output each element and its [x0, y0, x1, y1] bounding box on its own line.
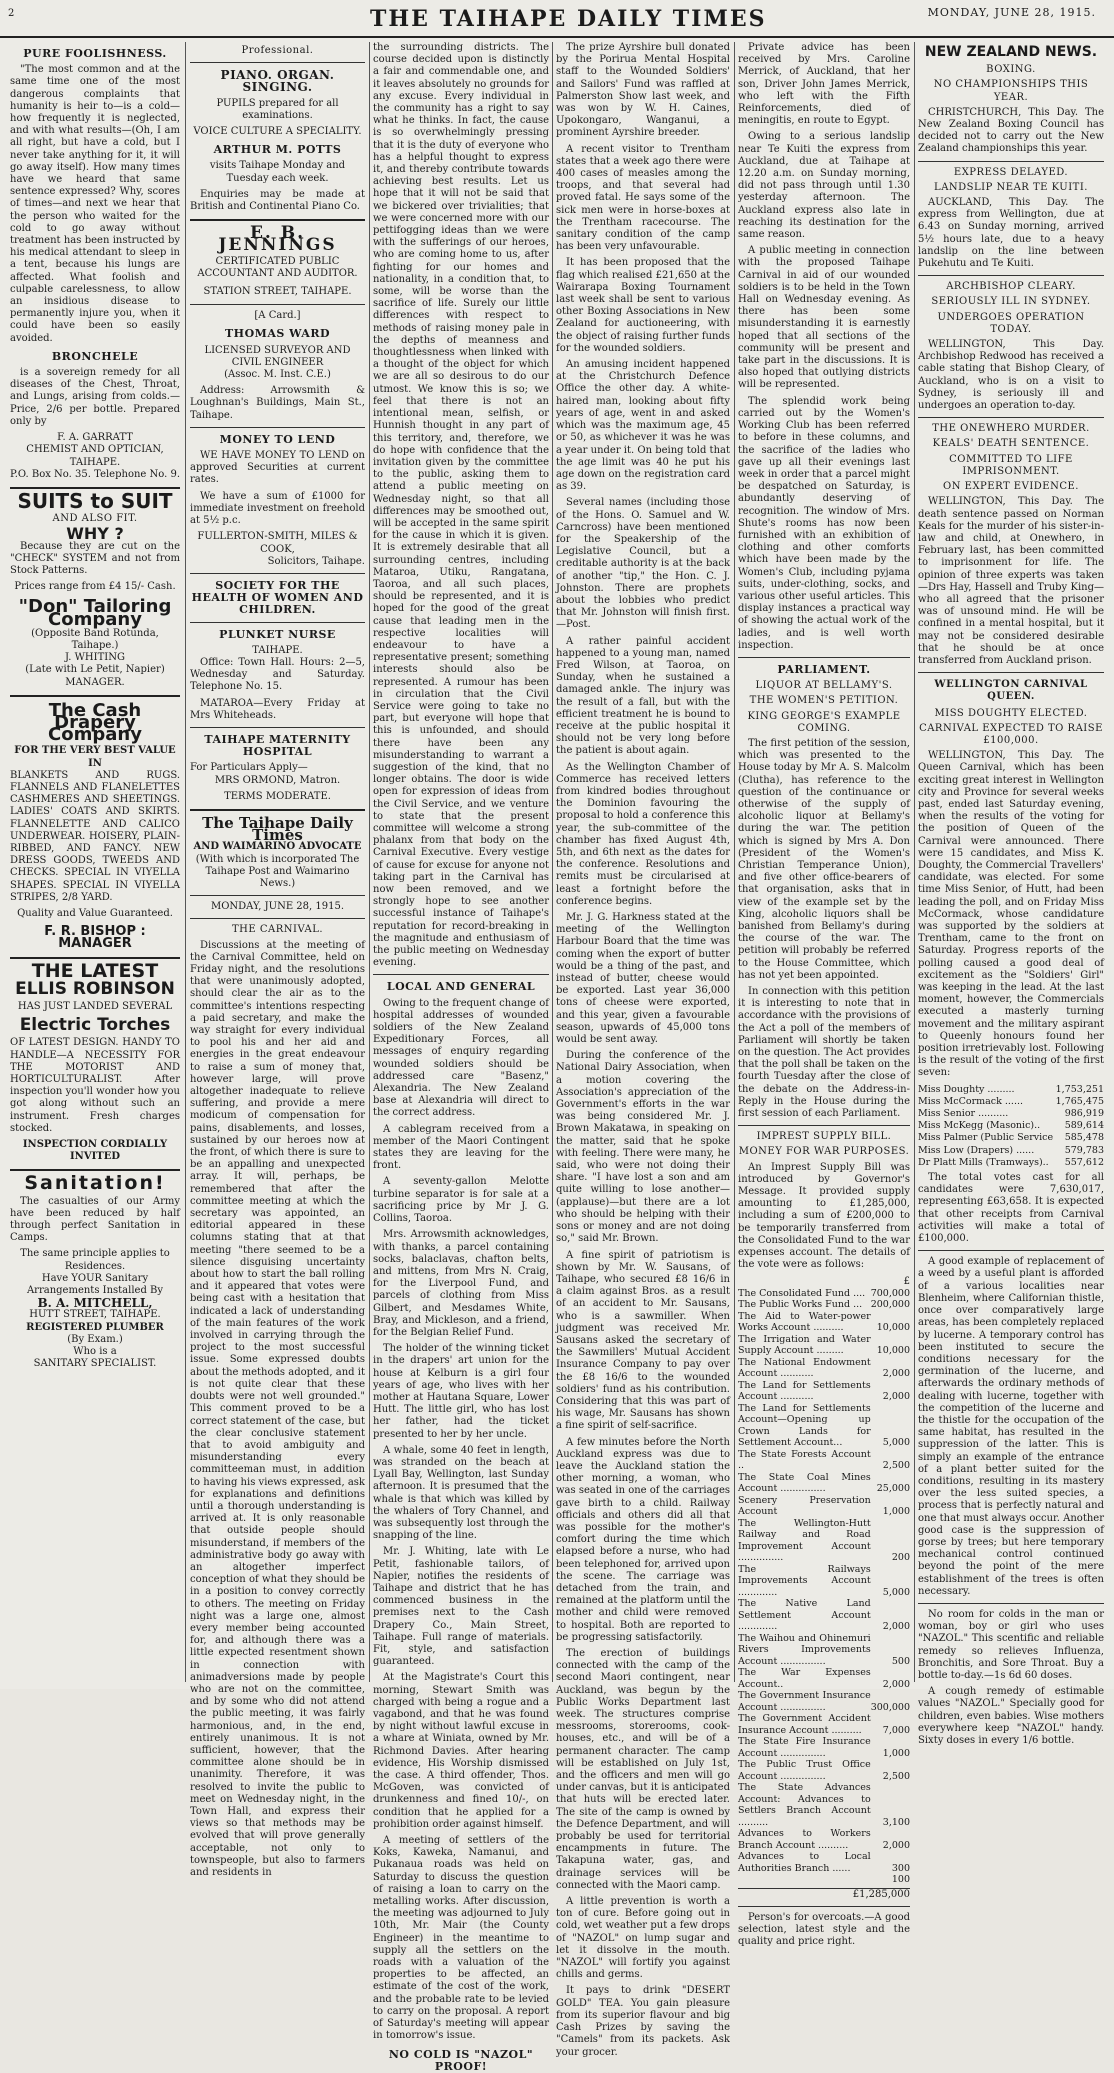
vote-item-name: The Aid to Water-power Works Account .......... — [738, 1310, 871, 1334]
vote-item-name: The Waihou and Ohinemuri Rivers Improvements Account ............... — [738, 1632, 871, 1667]
landslip-heading: LANDSLIP NEAR TE KUITI. — [934, 181, 1088, 193]
column-rule — [914, 42, 915, 1682]
vote-row — [738, 1311, 910, 1334]
desert-gold-ad: It pays to drink "DESERT GOLD" TEA. You gain pleasure from its superior flavour and big Cash Prizes by saving the "Camels" from its packets. Ask your grocer. — [556, 1985, 730, 2058]
vote-item-name: The State Advances Account: Advances to Settlers Branch Account .......... — [738, 1782, 871, 1828]
garratt-name: F. A. GARRATT — [57, 432, 133, 444]
torches-text: OF LATEST DESIGN. HANDY TO HANDLE—A NECESSITY FOR THE MOTORIST AND HORTICULTURALIST. After inspection you'll wonder how you got along without such an instrument. Fresh charges stocked. — [10, 1037, 180, 1134]
vote-row — [738, 1851, 910, 1874]
poll-table — [918, 1084, 1104, 1169]
money-to-lend: MONEY TO LEND — [219, 432, 336, 446]
vote-item-value: 25,000 — [876, 1483, 910, 1495]
vote-item-value: 2,000 — [882, 1368, 910, 1380]
vote-item-value: 2,500 — [882, 1770, 910, 1782]
news-item: A fine spirit of patriotism is shown by Mr. W. Sausans, of Taihape, who secured £8 16/6 in a claim against Bros. as a result of an accident to Mr. Sausans, who is a sawmiller. When judgment was received Mr. Sausans asked the secretary of the Sawmillers' Mutual Accident Insurance Company to pay over the £8 16/6 to the wounded soldiers' fund as his contribution. Considering that this was part of his wage, Mr. Sausans has shown a fine spirit of self-sacrifice. — [556, 1249, 730, 1432]
and-fit: AND ALSO FIT. — [52, 513, 138, 525]
electric-torches: Electric Torches — [19, 1015, 171, 1036]
king-heading: KING GEORGE'S EXAMPLE COMING. — [747, 710, 901, 734]
poll-votes: 579,783 — [1064, 1144, 1104, 1156]
vote-row — [738, 1334, 910, 1357]
vote-item-value: 3,100 — [882, 1816, 910, 1828]
cash-best-value: FOR THE VERY BEST VALUE IN — [14, 745, 176, 769]
news-item: Mr. J. G. Harkness stated at the meeting of the Wellington Harbour Board that the time was coming when the export of butter would be a thing of the past, and instead of butter, cheese would be exported. Last year 36,000 tons of cheese were exported, and this year, given a favourable season, upwards of 45,000 tons would be sent away. — [556, 912, 730, 1046]
weed-text: A good example of replacement of a weed by a useful plant is afforded of a various localities near Blenheim, where Californian thistle, once over comparatively large areas, has been completely replaced by lucerne. A temporary control has been instituted to secure the conditions necessary for the germination of the lucerne, and afterwards the ordinary methods of dealing with lucerne, together with the competition of the lucerne and the thistle for the occupation of the same habitat, has resulted in the suppression of the latter. This is simply an example of the entrance of a plant better suited for the conditions, resulting in its mastery over the less suited species, a process that is perfectly natural and one that must always occur. Another good case is the suppression of gorse by trees; but here temporary mechanical control continued beyond the point of the mere establishment of the trees is often necessary. — [918, 1256, 1104, 1597]
carnival-queen-heading: WELLINGTON CARNIVAL QUEEN. — [934, 679, 1088, 703]
vote-row — [738, 1633, 910, 1668]
poll-candidate: Miss McCormack ...... — [918, 1095, 1024, 1107]
column-rule — [734, 42, 735, 1682]
poll-candidate: Dr Platt Mills (Tramways).. — [918, 1156, 1049, 1168]
registered-plumber: REGISTERED PLUMBER — [26, 1321, 164, 1333]
pupils-line: PUPILS prepared for all examinations. — [216, 97, 339, 121]
carnival-continued: the surrounding districts. The course decided upon is distinctly a fair and commendable one, and it leaves absolutely no grounds for any excuse. Every individual in the community has a right to say what he thinks. In fact, the cause is so overwhelmingly pressing that it is the duty of everyone who has a helpful thought to express it, and thereby contribute towards achieving best results. Let us hope that it will not be said that we bickered over trivialities; that we were concerned more with our pettifogging ideas than we were with the sufferings of our heroes, who are coming home to us, after fighting for our homes and nationality, in a condition that, to some, will be worse than the sacrifice of life. Surely our little differences with respect to methods of raising money pale in the depths of meanness and thoughtlessness when linked with a thought of the object for which we are all so desirous to do our utmost. We know this is so; we feel that there is not an intentional mean, selfish, or Hunnish thought in any part of this territory, and, therefore, we do hope with confidence that the invitation given by the committee to the public, asking them to attend a public meeting on Wednesday night, so that all differences may be smoothed out, will be accepted in the same spirit for the cause in which it is given. It is extremely desirable that all surrounding centres, including Mataroa, Utiku, Rangatana, Taoroa, and all such places, should be represented, and it is hoped for the good of the great cause that leading men in the respective localities will endeavour to have a representative present; something interests should also be represented. A rumour has been in circulation that the Civil Service were going to take no part, but everyone will hope that this is unfounded, and should there have been any misunderstanding to warrant a suggestion of the kind, that no longer obtains. The door is wide open for expression of ideas from the Civil Service, and we venture to state that the present committee will welcome a strong phalanx from that body on the Carnival Executive. Every vestige of cause for excuse for anyone not taking part in the Carnival has now been removed, and we strongly hope to see another successful instance of Taihape's reputation for record-breaking in the magnitude and enthusiasm of the public meeting on Wednesday evening. — [373, 42, 549, 969]
vote-row — [738, 1713, 910, 1736]
poll-candidate: Miss Senior .......... — [918, 1108, 1009, 1120]
poll-row — [918, 1084, 1104, 1096]
jennings-sub: CERTIFICATED PUBLIC ACCOUNTANT AND AUDITOR. — [197, 255, 358, 279]
news-item: The prize Ayrshire bull donated by the Porirua Mental Hospital staff to the Wounded Soldiers' and Sailors' Fund was raffled at Palmerston Show last week, and was won by W. H. Caines, Upokongaro, Wanganui, a prominent Ayrshire breeder. — [556, 42, 730, 139]
vote-item-name: Advances to Local Authorities Branch ...... — [738, 1851, 871, 1874]
liquor-text-2: In connection with this petition it is interesting to note that in accordance with the provisions of the Act a poll of the members of Parliament will shortly be taken on the question. The Act provides that the poll shall be taken on the fourth Tuesday after the close of the debate on the Address-in-Reply in the House during the first session of each Parliament. — [738, 986, 910, 1120]
queen-text: WELLINGTON, This Day. The Queen Carnival, which has been exciting great interest in Wellington city and Province for several weeks past, ended last Saturday evening, when the results of the voting for the position of Queen of the Carnival were announced. There were 15 candidates, and Miss K. Doughty, the Commercial Travellers' candidate, was elected. For some time Miss Senior, of Hutt, had been leading the poll, and on Friday Miss McCormack, whose candidature was supported by the soldiers at Trentham, came to the front on Saturday. Progress reports of the polling caused a good deal of excitement as the "Soldiers' Girl" was keeping in the lead. At the last moment, however, the Commercials executed a masterly turning movement and the military aspirant to Queenly honours found her position irretrievably lost. Following is the result of the voting of the first seven: — [918, 750, 1105, 1079]
vote-row — [738, 1874, 910, 1886]
poll-row — [918, 1145, 1104, 1157]
newspaper-title: THE TAIHAPE DAILY TIMES — [370, 6, 767, 32]
vote-item-value: 2,000 — [882, 1678, 910, 1690]
currency-symbol: £ — [903, 1275, 910, 1287]
news-item: During the conference of the National Dairy Association, when a motion covering the Association's appreciation of the Government's efforts in the war was being considered Mr. J. Brown Makatawa, in speaking on the matter, said that he spoke with feeling. There were many, he said, who were not doing their share. "I have lost a son and am quite willing to lose another—(applause)—but there are a lot who should be helping with their sons or money and are not doing so," said Mr. Brown. — [556, 1050, 730, 1245]
nazol-room-ad: No room for colds in the man or woman, boy or girl who uses "NAZOL." This scentific and reliable remedy so relieves Influenza, Bronchitis, and Sore Throat. Buy a bottle to-day.—1s 6d 60 doses. — [918, 1608, 1104, 1681]
local-item: A cablegram received from a member of the Maori Contingent states they are leaving for the front. — [373, 1123, 549, 1172]
poll-candidate: Miss McKegg (Masonic).. — [918, 1120, 1041, 1132]
vote-row — [738, 1667, 910, 1690]
liquor-text: The first petition of the session, which was presented to the House today by Mr A. S. Malcolm (Clutha), has reference to the question of the continuance or otherwise of the supply of alcoholic liquor at Bellamy's during the war. The petition which is signed by Mrs A. Don (President of the Women's Christian Temperance Union), and five other office-bearers of that organisation, asks that in view of the example set by the King, alcoholic liquors shall be banished from Bellamy's during the course of the war. The petition will probably be referred to the House Committee, which has not yet been appointed. — [738, 737, 910, 981]
vote-item-value: 2,500 — [882, 1460, 910, 1472]
whiting-name: J. WHITING — [65, 652, 125, 664]
vote-item-name: Advances to Workers Branch Account .......... — [738, 1828, 871, 1851]
vote-item-name: The Land for Settlements Account—Opening up Crown Lands for Settlement Account... — [738, 1402, 871, 1449]
vote-table — [738, 1288, 910, 1886]
vote-item-value: 2,000 — [882, 1621, 910, 1633]
garratt-box: P.O. Box No. 35. — [10, 468, 91, 480]
bishop-manager: F. R. BISHOP : MANAGER — [44, 924, 146, 952]
vote-item-name: The Railways Improvements Account ............. — [738, 1563, 871, 1598]
vote-item-name: The National Endowment Account ........... — [738, 1356, 871, 1380]
vote-item-value: 10,000 — [876, 1322, 910, 1334]
poll-text: The total votes cast for all candidates were 7,630,017, representing £63,658. It is expected that other receipts from Carnival activities will make a total of £100,000. — [918, 1172, 1104, 1245]
vote-total: £1,285,000 — [738, 1888, 910, 1901]
vote-row — [738, 1759, 910, 1782]
vote-item-name: The Government Insurance Account ............... — [738, 1690, 871, 1713]
garratt-trade: CHEMIST AND OPTICIAN, TAIHAPE. — [26, 444, 164, 468]
no-championships: NO CHAMPIONSHIPS THIS YEAR. — [933, 79, 1089, 103]
sanitation-same: The same principle applies to Residences. — [20, 1248, 170, 1272]
express-heading: EXPRESS DELAYED. — [953, 166, 1069, 178]
poll-votes: 557,612 — [1064, 1156, 1104, 1168]
vote-item-value: 2,000 — [882, 1391, 910, 1403]
poll-row — [918, 1096, 1104, 1108]
imprest-heading: IMPREST SUPPLY BILL. — [756, 1131, 892, 1143]
news-item: Owing to a serious landslip near Te Kuiti the express from Auckland, due at Taihape at 12.20 a.m. on Sunday morning, did not pass through until 1.30 yesterday afternoon. The Auckland express also late in reaching its destination for the same reason. — [738, 131, 910, 241]
poll-row — [918, 1120, 1104, 1132]
garratt-tel: Telephone No. 9. — [94, 468, 180, 480]
solicitors: Solicitors, Taihape. — [267, 555, 365, 567]
expert-heading: ON EXPERT EVIDENCE. — [943, 481, 1079, 493]
column-rule — [185, 42, 186, 1682]
sanitation-have: Have YOUR Sanitary Arrangements Installed By — [26, 1272, 164, 1297]
bronchele-heading: BRONCHELE — [51, 349, 139, 363]
news-item: Several names (including those of the Hons. O. Samuel and W. Carncross) have been mentioned for the Speakership of the Legislative Council, but a creditable authority is at the back of another "tip," the Hon. C. J. Johnston. There are prophets about the lobbies who predict that Mr. Johnston will finish first.—Post. — [556, 497, 730, 631]
ad-pure-foolishness-title: PURE FOOLISHNESS. — [23, 47, 167, 60]
maternity-hospital: TAIHAPE MATERNITY HOSPITAL — [204, 732, 351, 759]
vote-item-name: The State Forests Account .. — [738, 1448, 871, 1472]
cash-items: BLANKETS AND RUGS. FLANNELS AND FLANELETTES CASHMERES AND SHEETINGS. LADIES' COATS AND SKIRTS. FLANNELETTE AND CALICO UNDERWEAR. HOISERY, PLAIN-RIBBED, AND FANCY. NEW DRESS GOODS, TWEEDS AND CHECKS. SPECIAL IN VIYELLA SHAPES. SPECIAL IN VIYELLA STRIPES, 2/8 YARD. — [10, 769, 180, 903]
nz-news-heading: NEW ZEALAND NEWS. — [924, 44, 1098, 60]
poll-row — [918, 1132, 1104, 1144]
vote-item-value: 7,000 — [882, 1724, 910, 1736]
don-tailoring: "Don" Tailoring Company — [18, 596, 172, 630]
cleary-heading: ARCHBISHOP CLEARY. — [946, 281, 1076, 293]
plunket-mataroa: MATAROA—Every Friday at Mrs Whiteheads. — [190, 697, 365, 721]
vote-item-name: The Government Accident Insurance Account .......... — [738, 1713, 871, 1736]
news-item: It has been proposed that the flag which realised £21,650 at the Wairarapa Boxing Tournament last week shall be sent to various other Boxing Associations in New Zealand for auctioneering, with the object of raising further funds for the wounded soldiers. — [556, 257, 730, 354]
news-item: The splendid work being carried out by the Women's Working Club has been referred to before in these columns, and the sacrifice of the ladies who gave up all their evenings last week in order that a parcel might be despatched on Saturday, is abundantly deserving of recognition. The window of Mrs. Shute's rooms has now been furnished with an exhibition of clothing and other comforts which have been made by the Women's Club, including pyjama suits, under-clothing, socks, and various other useful articles. This display instances a practical way of showing the actual work of the ladies, and is well worth inspection. — [738, 395, 910, 651]
vote-item-name: The Irrigation and Water Supply Account ......... — [738, 1333, 871, 1357]
ellis-robinson: ELLIS ROBINSON — [15, 978, 175, 999]
poll-candidate: Miss Palmer (Public Service — [918, 1132, 1054, 1144]
why-heading: WHY ? — [66, 524, 124, 544]
cash-quality: Quality and Value Guaranteed. — [17, 908, 173, 919]
jennings-address: STATION STREET, TAIHAPE. — [203, 286, 352, 298]
mitchell-address: HUTT STREET, TAIHAPE. — [29, 1309, 161, 1321]
vote-row — [738, 1736, 910, 1759]
local-item: A seventy-gallon Melotte turbine separator is for sale at a sacrificing price by Mr J. G. Collins, Taoroa. — [373, 1176, 549, 1225]
poll-votes: 986,919 — [1064, 1108, 1104, 1120]
poll-votes: 585,478 — [1064, 1132, 1104, 1144]
card-line: [A Card.] — [254, 310, 301, 322]
potts-name: ARTHUR M. POTTS — [213, 143, 342, 157]
money-war-heading: MONEY FOR WAR PURPOSES. — [738, 1146, 910, 1158]
vote-item-value: 300 — [891, 1862, 910, 1874]
column-rule — [369, 42, 370, 1682]
murder-heading: THE ONEWHERO MURDER. — [932, 423, 1090, 435]
ward-name: THOMAS WARD — [224, 327, 330, 341]
poll-votes: 1,753,251 — [1055, 1083, 1104, 1095]
vote-row — [738, 1380, 910, 1403]
cleary-operation: UNDERGOES OPERATION TODAY. — [937, 311, 1085, 335]
sanitation-text: The casualties of our Army have been reduced by half through perfect Sanitation in Camps. — [10, 1195, 180, 1244]
money-text: WE HAVE MONEY TO LEND on approved Securities at current rates. — [190, 450, 365, 486]
sanitation-heading: Sanitation! — [24, 1172, 166, 1195]
whiting-sub: (Late with Le Petit, Napier) MANAGER. — [25, 664, 165, 688]
ward-sub: LICENSED SURVEYOR AND CIVIL ENGINEER — [204, 344, 351, 368]
vote-row — [738, 1472, 910, 1495]
issue-date: MONDAY, JUNE 28, 1915. — [927, 6, 1096, 19]
local-general-heading: LOCAL AND GENERAL — [386, 980, 536, 994]
potts-text: visits Taihape Monday and Tuesday each week. — [209, 160, 346, 184]
overcoats-ad: Person's for overcoats.—A good selection, latest style and the quality and price right. — [738, 1911, 910, 1948]
column-5 — [738, 42, 910, 1948]
editorial-date: MONDAY, JUNE 28, 1915. — [210, 901, 345, 913]
cleary-text: WELLINGTON, This Day. Archbishop Redwood has received a cable stating that Bishop Cleary, of Auckland, who is on a visit to Sydney, is seriously ill and undergoes an operation to-day. — [918, 339, 1104, 412]
vote-row — [738, 1449, 910, 1472]
vote-row — [738, 1782, 910, 1828]
vote-item-name: The War Expenses Account.. — [738, 1667, 871, 1690]
boxing-heading: BOXING. — [986, 64, 1036, 76]
nazol-proof: NO COLD IS "NAZOL" PROOF! — [388, 2047, 534, 2073]
vote-row — [738, 1495, 910, 1518]
local-item: The holder of the winning ticket in the drapers' art union for the house at Kelburn is a girl four years of age, who lives with her mother at Hautana Square, Lower Hutt. The little girl, who has lost her father, had the ticket presented to her by her uncle. — [373, 1343, 549, 1440]
vote-item-name: The Native Land Settlement Account ............. — [738, 1598, 871, 1633]
carnival-text: Discussions at the meeting of the Carnival Committee, held on Friday night, and the resolutions that were unanimously adopted, should clear the air as to the committee's intentions respecting a paid secretary, and make the way straight for every individual to pool his and her aid and energies in the great endeavour to raise a sum of money that, however large, will prove altogether inadequate to relieve suffering, and provide a mere modicum of compensation for pains, disablements, and losses, sustained by our heroes now at the front, of which there is sure to be an appalling and unexpected array. It will, perhaps, be remembered that after the committee meeting at which the secretary was appointed, an editorial appeared in these columns stating that at that meeting "there seemed to be a silence disguising uncertainty about how to start the ball rolling and it appeared that votes were being cast with a hesitation that indicated a lack of understanding of the main features of the work involved in carrying through the project to the most successful issue. Some expressed doubts about the methods adopted, and it is not quite clear that these doubts were not well grounded." This comment proved to be a correct statement of the case, but the clear conclusive statement that to avoid ambiguity and misunderstanding every committeeman must, in addition to having his views expressed, ask for explanations and definitions until a thorough understanding is arrived at. It is only reasonable that outside people should misunderstand, if members of the administrative body go away with an altogether imperfect conception of what they should be in a position to convey correctly to others. The meeting on Friday night was a large one, almost every member being accounted for, and although there was a little expected resentment shown in connection with animadversions made by people who are not on the committee, and by some who did not attend the public meeting, it was fairly harmonious, and, in the end, entirely unanimous. It is not sufficient, however, that the committee alone should be in unanimity. Therefore, it was resolved to invite the public to meet on Wednesday night, in the Town Hall, and express their views so that methods may be evolved that will prove generally acceptable, not only to townspeople, but also to farmers and residents in — [190, 939, 365, 1879]
poll-row — [918, 1108, 1104, 1120]
vote-item-value: 5,000 — [882, 1586, 910, 1598]
sanitary-specialist: SANITARY SPECIALIST. — [33, 1358, 157, 1370]
plunket-town: TAIHAPE. — [252, 644, 303, 656]
committed-heading: COMMITTED TO LIFE IMPRISONMENT. — [949, 453, 1073, 477]
vote-row — [738, 1828, 910, 1851]
local-item: Mrs. Arrowsmith acknowledges, with thanks, a parcel containing socks, balaclavas, chafton belts, and mittens, from Mrs N. Craig, for the Liverpool Fund, and parcels of clothing from Miss Gilbert, and Mesdames White, Bray, and Mickleson, and a friend, for the Belgian Relief Fund. — [373, 1229, 549, 1338]
news-item: An amusing incident happened at the Christchurch Defence Office the other day. A white-haired man, looking about fifty years of age, went in and asked which was the maximum age, 45 or 50, as whichever it was he was a year under it. On being told that the age limit was 40 he put his age down on the registration card as 39. — [556, 359, 730, 493]
vote-item-name: The State Fire Insurance Account ............... — [738, 1736, 871, 1759]
page-number: 2 — [8, 8, 15, 19]
voice-culture: VOICE CULTURE A SPECIALITY. — [193, 126, 362, 138]
vote-row — [738, 1357, 910, 1380]
nazol-cough-ad: A cough remedy of estimable values "NAZOL." Specially good for children, even babies. Wise mothers everywhere keep "NAZOL" handy. Sixty doses in every 1/6 bottle. — [918, 1686, 1104, 1746]
vote-item-name: The Public Trust Office Account ............... — [738, 1759, 871, 1782]
vote-item-value: 700,000 — [870, 1287, 910, 1299]
don-address: (Opposite Band Rotunda, Taihape.) — [31, 627, 159, 651]
cash-drapery: The Cash Drapery Company — [48, 699, 142, 746]
vote-row — [738, 1403, 910, 1449]
column-rule — [552, 42, 553, 1682]
professional-heading: Professional. — [241, 45, 314, 56]
petition-heading: THE WOMEN'S PETITION. — [749, 695, 899, 707]
vote-row — [738, 1690, 910, 1713]
masthead — [0, 0, 1114, 38]
money-sum: We have a sum of £1000 for immediate investment on freehold at 5½ p.c. — [190, 490, 365, 527]
news-item: As the Wellington Chamber of Commerce has received letters from kindred bodies throughout the Dominion favouring the proposal to hold a conference this year, the sub-committee of the chamber has fixed August 4th, 5th, and 6th next as the dates for the conference. Resolutions and remits must be circularised at least a fortnight before the conference begins. — [556, 761, 730, 907]
poll-votes: 589,614 — [1064, 1120, 1104, 1132]
keals-heading: KEALS' DEATH SENTENCE. — [932, 438, 1090, 450]
vote-item-name — [738, 1874, 871, 1886]
ad-pure-foolishness-text: "The most common and at the same time one of the most dangerous complaints that humanity is heir to—is a cold—how frequently it is neglected, and with what results—(Oh, I am all right, but have a cold, but I never take anything for it, it will go away itself). How many times have we heard that same sentence expressed? Why, scores of times—and next we hear that the person who waited for the cold to go away without treatment has been instructed by his medical attendant to sleep in a tent, because his lungs are affected. What foolish and culpable carelessness, to allow an insidious disease to permanently injure you, when it could have been so easily avoided. — [10, 64, 180, 344]
vote-item-name: The State Coal Mines Account ............... — [738, 1471, 871, 1495]
ward-address: Address: Arrowsmith & Loughnan's Buildings, Main St., Taihape. — [190, 385, 365, 421]
ward-assoc: (Assoc. M. Inst. C.E.) — [224, 369, 331, 381]
vote-row — [738, 1564, 910, 1599]
vote-row — [738, 1288, 910, 1300]
why-text: Because they are cut on the "CHECK" SYSTEM and not from Stock Patterns. — [10, 540, 180, 576]
news-item: The erection of buildings connected with the camp of the second Maori contingent, near Auckland, was begun by the Public Works Department last week. The structures comprise messrooms, storerooms, cook-houses, etc., and will be of a permanent character. The camp will be established on July 1st, and the officers and men will go under canvas, but it is anticipated that huts will be erected later. The site of the camp is owned by the Defence Department, and will probably be used for territorial encampments in future. The Takapuna water, gas, and drainage services will be connected with the Maori camp. — [556, 1648, 730, 1891]
vote-row — [738, 1299, 910, 1311]
murder-text: WELLINGTON, This Day. The death sentence passed on Norman Keals for the murder of his sister-in-law and child, at Onewhero, in February last, has been committed to imprisonment for life. The opinion of three experts was taken—Drs Hay, Hassell and Truby King—who all agreed that the prisoner was of unsound mind. He will be confined in a mental hospital, but it may not be considered desirable that he should be at once transferred from Auckland prison. — [918, 496, 1104, 666]
express-text: AUCKLAND, This Day. The express from Wellington, due at 6.43 on Sunday morning, arrived 5½ hours late, due to a heavy landslip on the line between Pukehutu and Te Kuiti. — [918, 197, 1104, 270]
news-item: A little prevention is worth a ton of cure. Before going out in cold, wet weather put a few drops of "NAZOL" on lump sugar and let it dissolve in the mouth. "NAZOL" will fortify you against chills and germs. — [556, 1896, 730, 1981]
vote-item-value: 5,000 — [882, 1437, 910, 1449]
column-2 — [190, 42, 365, 1879]
poll-votes: 1,765,475 — [1055, 1095, 1104, 1107]
column-1 — [10, 42, 180, 1682]
the-latest: THE LATEST — [31, 959, 159, 982]
prices: Prices range from £4 15/- Cash. — [14, 581, 176, 593]
imprest-text: An Imprest Supply Bill was introduced by Governor's Message. It provided supply amounting to £1,285,000, including a sum of £200,000 to be temporarily transferred from the Consolidated Fund to the war expenses account. The details of the vote were as follows: — [738, 1161, 910, 1271]
liquor-heading: LIQUOR AT BELLAMY'S. — [755, 680, 893, 692]
plunket-nurse: PLUNKET NURSE — [219, 627, 336, 641]
vote-item-name: Scenery Preservation Account — [738, 1494, 871, 1518]
parliament-heading: PARLIAMENT. — [777, 662, 871, 676]
local-item: A meeting of settlers of the Koks, Kaweka, Namanui, and Pukanaua roads was held on Saturday to discuss the question of raising a loan to carry on the metalling works. After discussion, the meeting was adjourned to July 10th, Mr. Mair (the County Engineer) in the meantime to supply all the settlers on the roads with a valuation of the properties to be affected, an estimate of the cost of the work, and the probable rate to be levied to carry on the proposal. A report of Saturday's meeting will appear in tomorrow's issue. — [373, 1835, 549, 2042]
boxing-text: CHRISTCHURCH, This Day. The New Zealand Boxing Council has decided not to carry out the New Zealand championships this year. — [918, 106, 1104, 155]
potts-enquiries: Enquiries may be made at British and Continental Piano Co. — [190, 188, 365, 213]
poll-row — [918, 1157, 1104, 1169]
vote-row — [738, 1518, 910, 1564]
vote-item-value: 100 — [891, 1874, 910, 1886]
hospital-matron: MRS ORMOND, Matron. — [214, 774, 341, 786]
column-3 — [373, 42, 549, 2073]
vote-item-value: 1,000 — [882, 1747, 910, 1759]
news-item: A public meeting in connection with the proposed Taihape Carnival in aid of our wounded soldiers is to be held in the Town Hall on Wednesday evening. As there has been some misunderstanding it is earnestly hoped that all sections of the community will be present and take part in the discussions. It is also hoped that outlying districts will be represented. — [738, 245, 910, 391]
cleary-ill: SERIOUSLY ILL IN SYDNEY. — [931, 296, 1091, 308]
hospital-particulars: For Particulars Apply— — [190, 762, 308, 774]
raise-heading: CARNIVAL EXPECTED TO RAISE £100,000. — [919, 722, 1103, 746]
society-heading: SOCIETY FOR THE HEALTH OF WOMEN AND CHILDREN. — [191, 578, 364, 617]
poll-candidate: Miss Doughty ......... — [918, 1083, 1015, 1095]
vote-item-name: The Public Works Fund ... — [738, 1299, 863, 1311]
news-item: Private advice has been received by Mrs. Caroline Merrick, of Auckland, that her son, Driver John James Merrick, who left with the Fifth Reinforcements, died of meningitis, en route to Egypt. — [738, 42, 910, 127]
local-item: Mr. J. Whiting, late with Le Petit, fashionable tailors, of Napier, notifies the residents of Taihape and district that he has commenced business in the premises next to the Cash Drapery Co., Main Street, Taihape. Full range of materials. Fit, style, and satisfaction guaranteed. — [373, 1546, 549, 1668]
vote-item-value: 300,000 — [870, 1701, 910, 1713]
local-item: A whale, some 40 feet in length, was stranded on the beach at Lyall Bay, Wellington, last Sunday afternoon. It is presumed that the whale is that which was killed by the whalers of Tory Channel, and was subsequently lost through the snapping of the line. — [373, 1444, 549, 1542]
vote-item-value: 2,000 — [882, 1839, 910, 1851]
hospital-terms: TERMS MODERATE. — [224, 790, 331, 802]
by-exam: (By Exam.) — [67, 1333, 123, 1345]
times-incorporated: (With which is incorporated The Taihape Post and Waimarino News.) — [195, 853, 360, 889]
news-item: A rather painful accident happened to a young man, named Fred Wilson, at Taoroa, on Sunday, when he sustained a damaged ankle. The injury was the result of a fall, but with the efficient treatment he is bound to receive at the public hospital it should not be very long before the patient is about again. — [556, 635, 730, 757]
news-item: A recent visitor to Trentham states that a week ago there were 400 cases of measles among the troops, and that several had proved fatal. He says some of the sick men were in horse-boxes at the Trentham racecourse. The sanitary condition of the camp has been very unfavourable. — [556, 143, 730, 253]
column-4 — [556, 42, 730, 2058]
vote-row — [738, 1598, 910, 1633]
has-just-landed: HAS JUST LANDED SEVERAL — [17, 1001, 173, 1013]
local-item: Owing to the frequent change of hospital addresses of wounded soldiers of the New Zealand Expeditionary Forces, all messages of enquiry regarding wounded soldiers should be addressed care "Basenz," Alexandria. The New Zealand base at Alexandria will direct to the correct address. — [373, 997, 549, 1119]
vote-item-value: 500 — [891, 1655, 910, 1667]
local-item: At the Magistrate's Court this morning, Stewart Smith was charged with being a rogue and a vagabond, and that he was found by night without lawful excuse in a whare at Winiata, owned by Mr. Richmond Davies. After hearing evidence, His Worship dismissed the case. A third offender, Thos. McGoven, was convicted of drunkenness and fined 10/-, on condition that he applied for a prohibition order against himself. — [373, 1672, 549, 1830]
carnival-heading: THE CARNIVAL. — [231, 924, 324, 936]
mitchell-name: B. A. MITCHELL, — [37, 1296, 153, 1311]
vote-item-name: The Consolidated Fund .... — [738, 1287, 866, 1299]
jennings-name: E. B. JENNINGS — [218, 223, 337, 256]
piano-heading: PIANO. ORGAN. SINGING. — [220, 68, 335, 95]
vote-item-value: 200 — [891, 1552, 910, 1564]
column-6 — [918, 42, 1105, 1746]
times-title: The Taihape Daily Times — [202, 813, 353, 845]
bronchele-text: is a sovereign remedy for all diseases of the Chest, Throat, and Lungs, arising from colds.—Price, 2/6 per bottle. Prepared only by — [10, 367, 180, 427]
suits-heading: SUITS to SUIT — [17, 488, 173, 513]
fullerton-name: FULLERTON-SMITH, MILES & COOK, — [197, 531, 358, 555]
vote-item-name: The Land for Settlements Account ........... — [738, 1379, 871, 1403]
plunket-office: Office: Town Hall. Hours: 2—5, Wednesday and Saturday. Telephone No. 15. — [190, 656, 365, 693]
poll-candidate: Miss Low (Drapers) ...... — [918, 1144, 1035, 1156]
news-item: A few minutes before the North Auckland express was due to leave the Auckland station the other morning, a woman, who was seated in one of the carriages gave birth to a child. Railway officials and others did all that was possible for the mother's comfort during the time which elapsed before a nurse, who had been telephoned for, arrived upon the scene. The carriage was detached from the train, and remained at the platform until the mother and child were removed to hospital. Both are reported to be progressing satisfactorily. — [556, 1436, 730, 1643]
vote-item-value: 1,000 — [882, 1506, 910, 1518]
who-is-a: Who is a — [73, 1346, 117, 1358]
inspection-invited: INSPECTION CORDIALLY INVITED — [22, 1139, 168, 1163]
times-waimarino: AND WAIMARINO ADVOCATE — [193, 841, 362, 853]
vote-item-value: 200,000 — [870, 1299, 910, 1311]
doughty-heading: MISS DOUGHTY ELECTED. — [934, 707, 1088, 719]
vote-item-value: 10,000 — [876, 1345, 910, 1357]
vote-item-name: The Wellington-Hutt Railway and Road Improvement Account ............... — [738, 1517, 871, 1564]
